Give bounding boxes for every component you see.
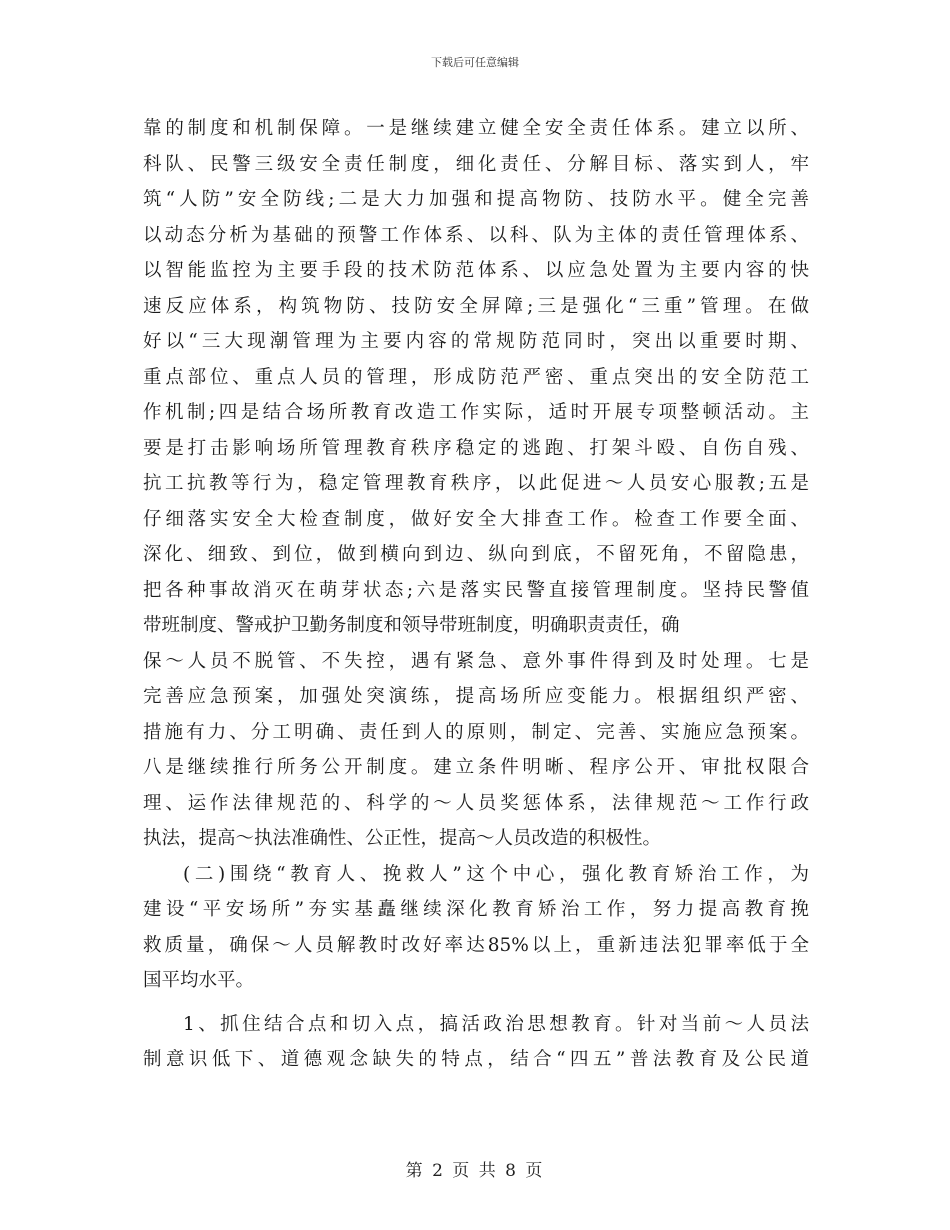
text-line: 完善应急预案，加强处突演练，提高场所应变能力。根据组织严密、 [143, 686, 809, 707]
text-line: 国平均水平。 [143, 970, 255, 991]
text-line: 把各种事故消灭在萌芽状态;六是落实民警直接管理制度。坚持民警值 [143, 579, 809, 601]
text-line: 以动态分析为基础的预警工作体系、以科、队为主体的责任管理体系、 [143, 224, 809, 246]
paragraph-gap [143, 999, 809, 1007]
text-line: 救质量，确保～人员解教时改好率达85%以上，重新违法犯罪率低于全 [143, 934, 809, 956]
text-line: 重点部位、重点人员的管理，形成防范严密、重点突出的安全防范工 [143, 366, 809, 388]
paragraph-2 [143, 857, 809, 999]
text-line: 抗工抗教等行为，稳定管理教育秩序，以此促进～人员安心服教;五是 [143, 473, 809, 494]
text-line: 带班制度、警戒护卫勤务制度和领导带班制度，明确职责责任，确 [143, 615, 680, 636]
text-line: 筑“人防”安全防线;二是大力加强和提高物防、技防水平。健全完善 [143, 189, 809, 210]
text-line: 要是打击影响场所管理教育秩序稳定的逃跑、打架斗殴、自伤自残、 [143, 437, 809, 459]
text-line: 制意识低下、道德观念缺失的特点，结合“四五”普法教育及公民道 [143, 1049, 809, 1070]
paragraph-3 [143, 1007, 809, 1078]
text-line: 速反应体系，构筑物防、技防安全屏障;三是强化“三重”管理。在做 [143, 295, 809, 317]
text-line: (二)围绕“教育人、挽救人”这个中心，强化教育矫治工作，为 [183, 863, 809, 885]
page-header: 下载后可任意编辑 [431, 56, 519, 69]
page-footer: 第 2 页 共 8 页 [405, 1161, 545, 1181]
text-line: 保～人员不脱管、不失控，遇有紧急、意外事件得到及时处理。七是 [143, 650, 809, 672]
text-line: 执法，提高～执法准确性、公正性，提高～人员改造的积极性。 [143, 828, 662, 849]
text-line: 靠的制度和机制保障。一是继续建立健全安全责任体系。建立以所、 [143, 118, 809, 139]
text-line: 八是继续推行所务公开制度。建立条件明晰、程序公开、审批权限合 [143, 757, 809, 778]
text-line: 深化、细致、到位，做到横向到边、纵向到底，不留死角，不留隐患， [143, 544, 809, 565]
text-line: 1、抓住结合点和切入点，搞活政治思想教育。针对当前～人员法 [183, 1013, 809, 1035]
text-line: 以智能监控为主要手段的技术防范体系、以应急处置为主要内容的快 [143, 260, 809, 281]
text-line: 措施有力、分工明确、责任到人的原则，制定、完善、实施应急预案。 [143, 721, 809, 743]
text-line: 仔细落实安全大检查制度，做好安全大排查工作。检查工作要全面、 [143, 508, 809, 530]
text-line: 理、运作法律规范的、科学的～人员奖惩体系，法律规范～工作行政 [143, 792, 809, 814]
text-line: 建设“平安场所”夯实基矗继续深化教育矫治工作，努力提高教育挽 [143, 899, 809, 920]
text-line: 作机制;四是结合场所教育改造工作实际，适时开展专项整顿活动。主 [143, 402, 809, 423]
document-body [143, 111, 809, 1078]
text-line: 好以“三大现潮管理为主要内容的常规防范同时，突出以重要时期、 [143, 331, 809, 352]
paragraph-1 [143, 111, 809, 857]
text-line: 科队、民警三级安全责任制度，细化责任、分解目标、落实到人，牢 [143, 153, 809, 175]
